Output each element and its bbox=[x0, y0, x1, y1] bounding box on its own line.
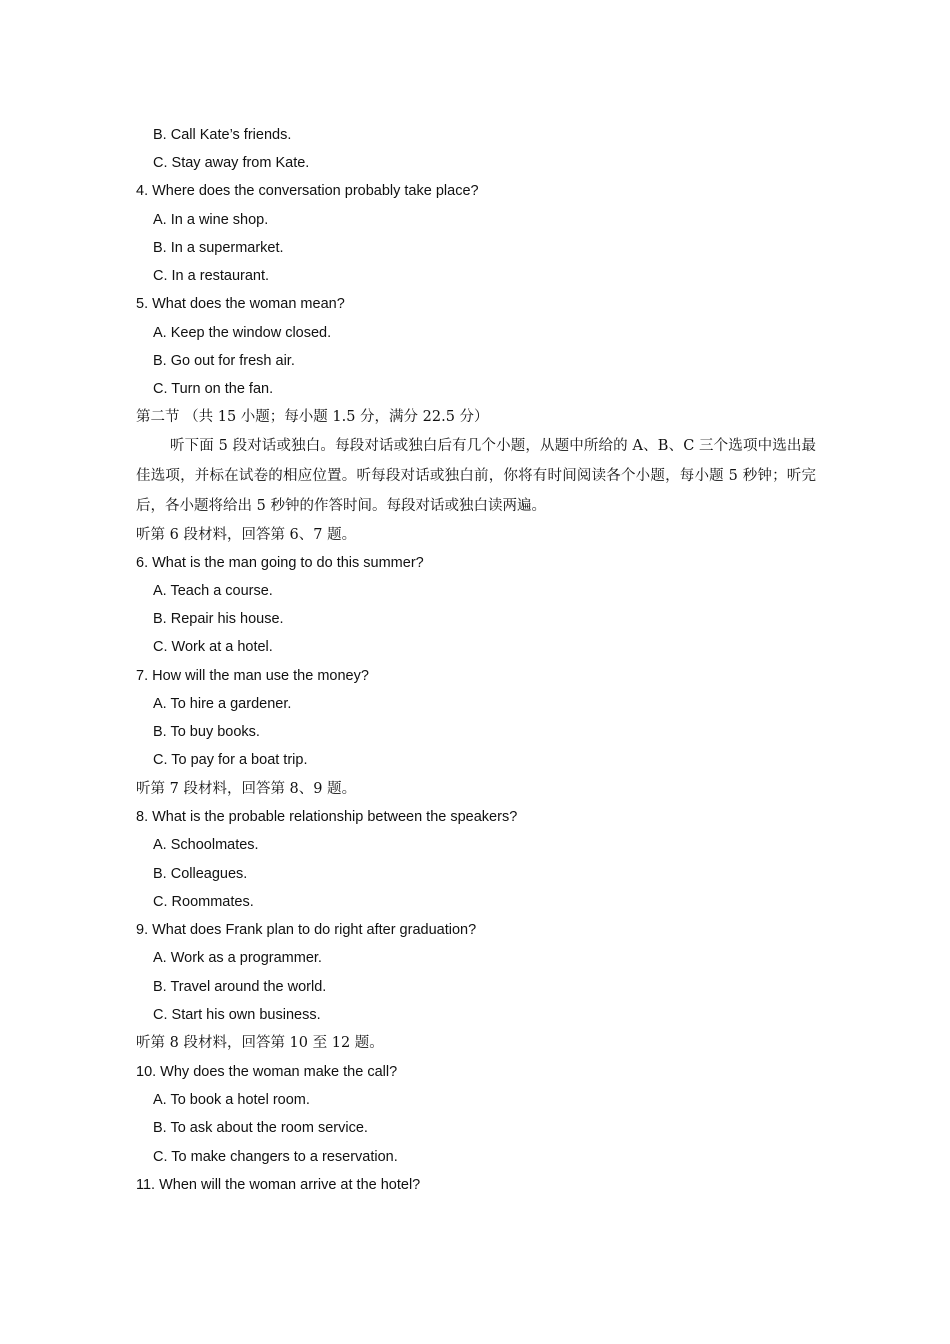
section-heading: 听第 7 段材料，回答第 8、9 题。 bbox=[136, 781, 357, 797]
option-line: B. To ask about the room service. bbox=[153, 1120, 368, 1136]
option-line: B. Colleagues. bbox=[153, 866, 248, 882]
question-line: 10. Why does the woman make the call? bbox=[136, 1064, 398, 1080]
section-heading: 听第 6 段材料，回答第 6、7 题。 bbox=[136, 527, 357, 543]
option-line: C. Start his own business. bbox=[153, 1007, 321, 1023]
question-line: 5. What does the woman mean? bbox=[136, 296, 345, 312]
question-line: 4. Where does the conversation probably take place? bbox=[136, 183, 479, 199]
question-line: 9. What does Frank plan to do right after graduation? bbox=[136, 922, 477, 938]
option-line: A. To hire a gardener. bbox=[153, 696, 292, 712]
option-line: B. Call Kate’s friends. bbox=[153, 127, 292, 143]
option-line: B. To buy books. bbox=[153, 724, 260, 740]
option-line: A. Schoolmates. bbox=[153, 837, 259, 853]
option-line: A. In a wine shop. bbox=[153, 212, 269, 228]
question-line: 7. How will the man use the money? bbox=[136, 668, 369, 684]
question-line: 6. What is the man going to do this summer? bbox=[136, 555, 424, 571]
option-line: A. Teach a course. bbox=[153, 583, 273, 599]
section-heading: 第二节 （共 15 小题；每小题 1.5 分，满分 22.5 分） bbox=[136, 409, 489, 425]
option-line: C. To pay for a boat trip. bbox=[153, 752, 308, 768]
option-line: A. To book a hotel room. bbox=[153, 1092, 310, 1108]
option-line: C. Turn on the fan. bbox=[153, 381, 274, 397]
option-line: C. To make changers to a reservation. bbox=[153, 1149, 398, 1165]
question-line: 8. What is the probable relationship between the speakers? bbox=[136, 809, 518, 825]
option-line: A. Keep the window closed. bbox=[153, 325, 332, 341]
question-line: 11. When will the woman arrive at the hotel? bbox=[136, 1177, 421, 1193]
option-line: C. Roommates. bbox=[153, 894, 254, 910]
option-line: C. In a restaurant. bbox=[153, 268, 270, 284]
instructions-paragraph: 听下面 5 段对话或独白。每段对话或独白后有几个小题，从题中所给的 A、B、C 三个选项中选出最佳选项，并标在试卷的相应位置。听每段对话或独白前，你将有时间阅读各个小题，每小题 5 秒钟；听完后，各小题将给出 5 秒钟的作答时间。每段对话或独白读两遍。 bbox=[136, 438, 816, 514]
section-heading: 听第 8 段材料，回答第 10 至 12 题。 bbox=[136, 1035, 384, 1051]
option-line: C. Stay away from Kate. bbox=[153, 155, 310, 171]
option-line: B. Travel around the world. bbox=[153, 979, 327, 995]
option-line: B. Go out for fresh air. bbox=[153, 353, 295, 369]
option-line: B. In a supermarket. bbox=[153, 240, 284, 256]
option-line: B. Repair his house. bbox=[153, 611, 284, 627]
option-line: C. Work at a hotel. bbox=[153, 639, 273, 655]
option-line: A. Work as a programmer. bbox=[153, 950, 322, 966]
